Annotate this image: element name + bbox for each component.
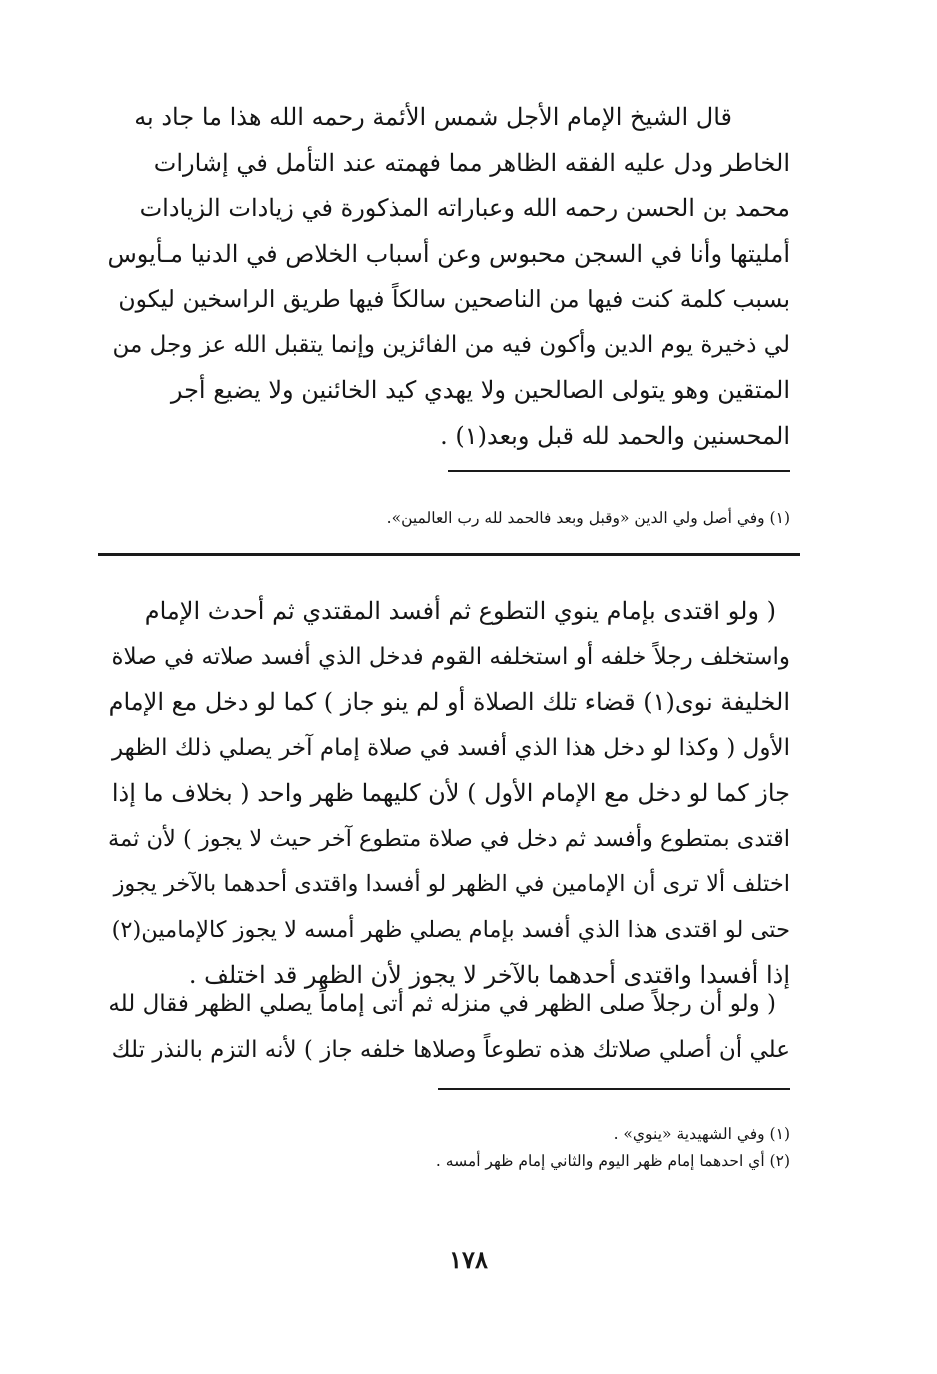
paragraph-line: أمليتها وأنا في السجن محبوس وعن أسباب الخلاص في الدنيا مـأيوس xyxy=(107,239,790,268)
paragraph-line: علي أن أصلي صلاتك هذه تطوعاً وصلاها خلفه جاز ) لأنه التزم بالنذر تلك xyxy=(111,1036,790,1063)
paragraph-line: المتقين وهو يتولى الصالحين ولا يهدي كيد الخائنين ولا يضيع أجر xyxy=(170,376,790,404)
section-divider xyxy=(98,553,800,556)
footnote-separator xyxy=(448,470,790,472)
paragraph-line: الأول ( وكذا لو دخل هذا الذي أفسد في صلاة إمام آخر يصلي ذلك الظهر xyxy=(111,734,790,761)
bottom-paragraph-2 xyxy=(104,982,790,1073)
paragraph-line: بسبب كلمة كنت فيها من الناصحين سالكاً فيها طريق الراسخين ليكون xyxy=(118,285,790,313)
paragraph-line: حتى لو اقتدى هذا الذي أفسد بإمام يصلي ظهر أمسه لا يجوز كالإمامين(٢) xyxy=(111,916,790,943)
paragraph-line: قال الشيخ الإمام الأجل شمس الأئمة رحمه الله هذا ما جاد به xyxy=(134,103,732,131)
paragraph-line: واستخلف رجلاً خلفه أو استخلفه القوم فدخل الذي أفسد صلاته في صلاة xyxy=(111,643,790,670)
paragraph-line: اقتدى بمتطوع وأفسد ثم دخل في صلاة متطوع آخر حيث لا يجوز ) لأن ثمة xyxy=(108,825,790,852)
paragraph-line: ( ولو أن رجلاً صلى الظهر في منزله ثم أتى إماماً يصلي الظهر فقال لله xyxy=(108,991,776,1017)
footnote: (٢) أي احدهما إمام ظهر اليوم والثاني إمام ظهر أمسه . xyxy=(435,1152,790,1170)
paragraph-line: اختلف ألا ترى أن الإمامين في الظهر لو أفسدا واقتدى أحدهما بالآخر يجوز xyxy=(113,871,790,897)
footnote-separator xyxy=(438,1088,790,1090)
paragraph-line: لي ذخيرة يوم الدين وأكون فيه من الفائزين وإنما يتقبل الله عز وجل من xyxy=(112,331,790,358)
paragraph-line: الخليفة نوى(١) قضاء تلك الصلاة أو لم ينو جاز ) كما لو دخل مع الإمام xyxy=(108,688,790,716)
top-paragraph xyxy=(106,95,790,459)
paragraph-line: المحسنين والحمد لله قبل وبعد(١) . xyxy=(440,421,790,450)
paragraph-line: ( ولو اقتدى بإمام ينوي التطوع ثم أفسد المقتدي ثم أحدث الإمام xyxy=(144,597,776,625)
paragraph-line: جاز كما لو دخل مع الإمام الأول ) لأن كليهما ظهر واحد ( بخلاف ما إذا xyxy=(111,779,790,807)
paragraph-line: إذا أفسدا واقتدى أحدهما بالآخر لا يجوز لأن الظهر قد اختلف . xyxy=(188,961,790,989)
paragraph-line: الخاطر ودل عليه الفقه الظاهر مما فهمته عند التأمل في إشارات xyxy=(153,148,790,177)
page-number: ١٧٨ xyxy=(449,1245,488,1274)
bottom-paragraph-1 xyxy=(104,589,790,999)
footnote: (١) وفي الشهيدية «ينوي» . xyxy=(613,1125,790,1143)
top-footnotes xyxy=(300,505,790,532)
bottom-footnotes xyxy=(300,1121,790,1175)
paragraph-line: محمد بن الحسن رحمه الله وعباراته المذكورة في زيادات الزيادات xyxy=(139,194,790,222)
footnote: (١) وفي أصل ولي الدين «وقبل وبعد فالحمد لله رب العالمين». xyxy=(386,509,790,527)
